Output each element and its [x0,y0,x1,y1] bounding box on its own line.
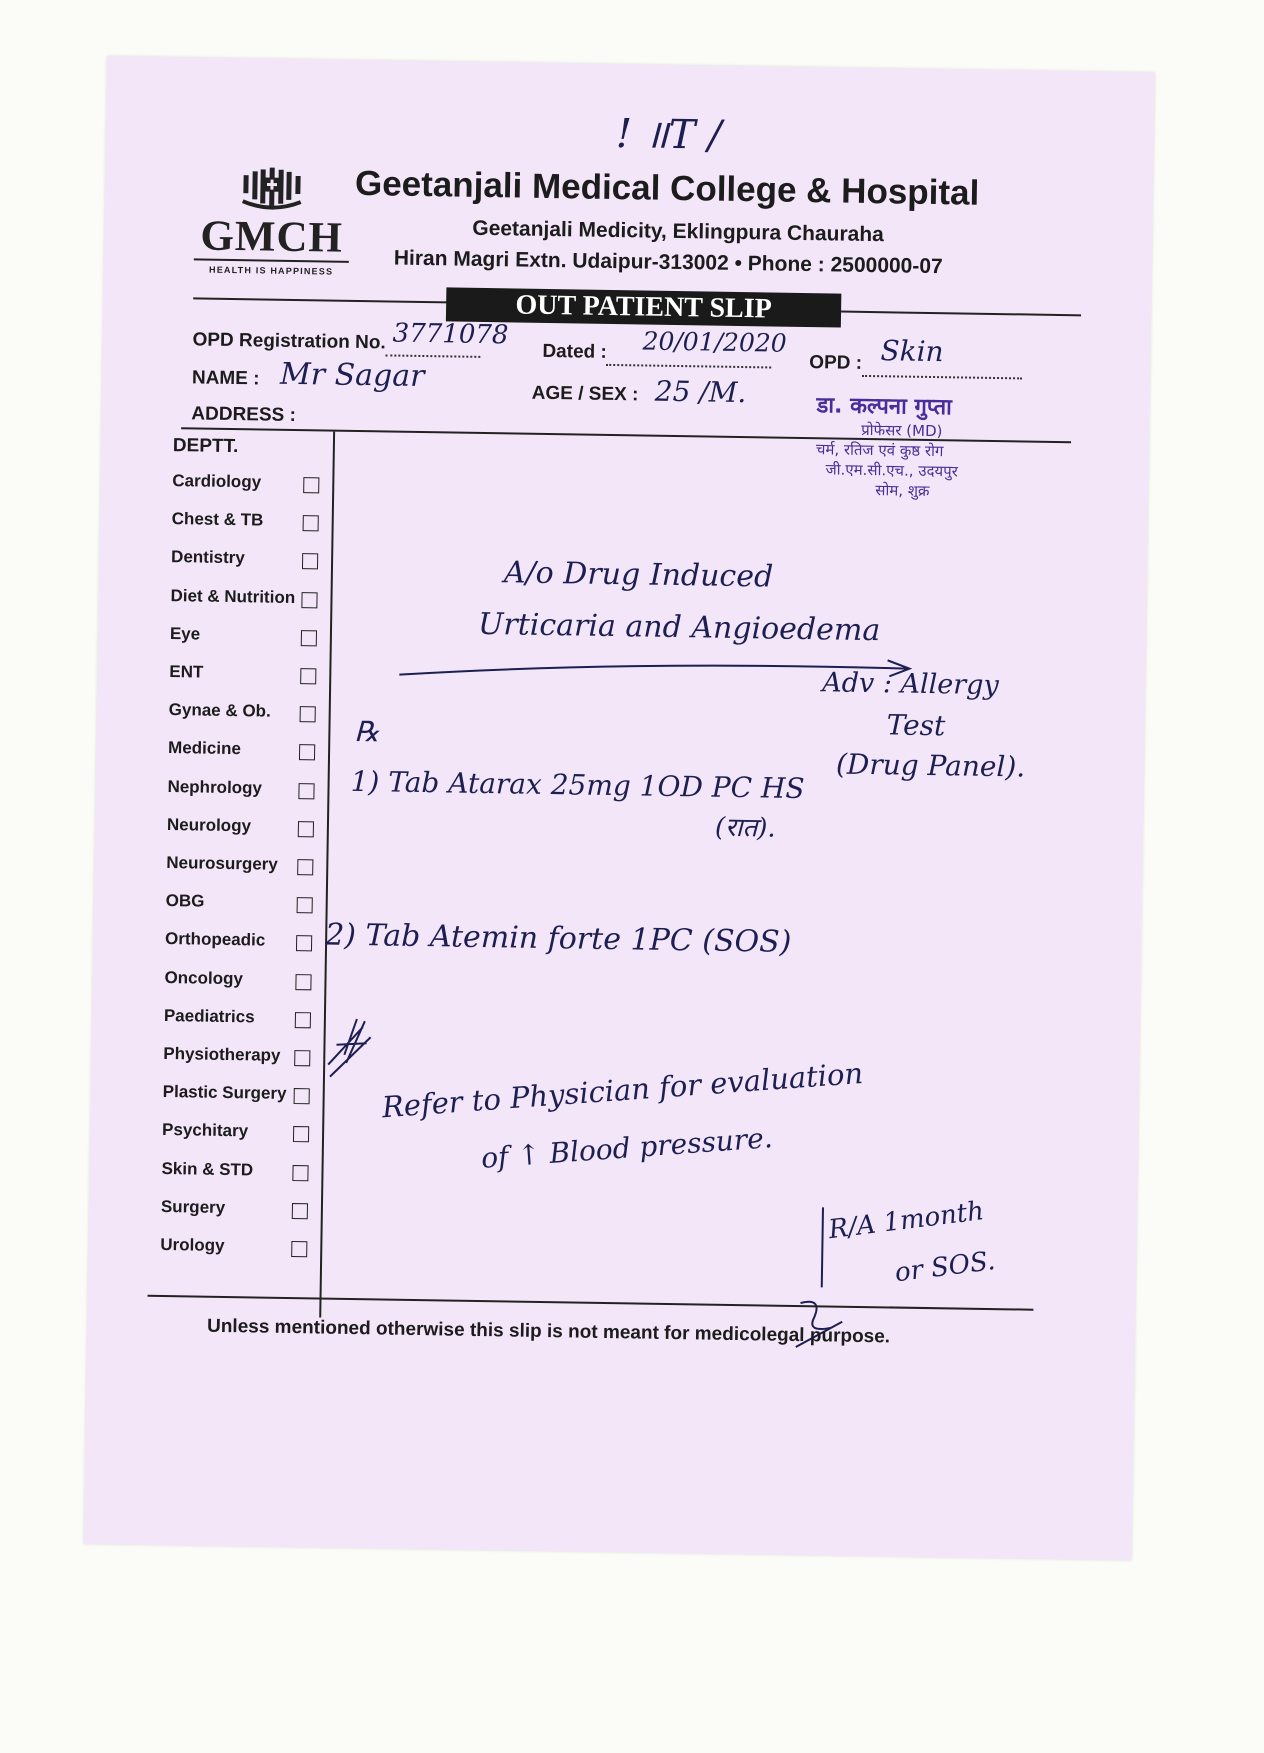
review-line-1: R/A 1month [826,1196,986,1246]
dept-item-label: Skin & STD [161,1158,254,1180]
dept-checkbox[interactable] [301,592,317,608]
dept-checkbox[interactable] [292,1203,308,1219]
dept-item [168,738,318,766]
opd-registration-label: OPD Registration No. [192,329,481,358]
dated-value: 20/01/2020 [642,326,787,358]
dept-item [172,471,322,499]
dept-checkbox[interactable] [299,744,315,760]
medication-1-note: (रात). [714,812,776,844]
review-line-2: or SOS. [893,1246,997,1289]
stamp-line-1: डा. कल्पना गुप्ता [816,393,953,421]
footer-rule [148,1295,1034,1311]
dept-checkbox[interactable] [295,1012,311,1028]
address-line-2: Hiran Magri Extn. Udaipur-313002 • Phone : 2500000-07 [393,246,943,279]
dept-item-label: Eye [169,623,201,644]
stamp-line-4: जी.एम.सी.एच., उदयपुर [825,460,959,481]
address-label: ADDRESS : [191,403,297,427]
scribble-mark [326,1015,377,1086]
dept-item-label: OBG [165,891,205,911]
opd-slip [84,56,1155,1560]
dept-heading: DEPTT. [172,435,239,458]
dept-item-label: ENT [169,662,204,682]
dept-item [164,968,314,996]
dept-checkbox[interactable] [303,515,319,531]
dept-item [162,1120,312,1148]
dept-item-label: Urology [160,1234,225,1255]
advice-line-1: Adv : Allergy [821,667,999,702]
dept-item [169,662,319,690]
dept-item-label: Paediatrics [163,1005,255,1027]
dept-item-label: Medicine [167,738,242,759]
dept-item-label: Psychitary [161,1120,249,1141]
dept-item [167,777,317,805]
dept-item-label: Nephrology [167,776,263,798]
slip-title: OUT PATIENT SLIP [446,287,841,327]
diagnosis-line-2: Urticaria and Angioedema [477,606,881,649]
dept-checkbox[interactable] [292,1165,308,1181]
age-sex-value: 25 /M. [654,374,747,410]
medication-2: 2) Tab Atemin forte 1PC (SOS) [324,917,792,960]
dept-item-label: Chest & TB [171,509,264,530]
dept-checkbox[interactable] [303,477,319,493]
top-scribble: ! ॥T / [615,111,722,159]
dated-label: Dated : [542,341,772,369]
footer-disclaimer: Unless mentioned otherwise this slip is not meant for medicolegal purpose. [206,1315,891,1348]
age-sex-label: AGE / SEX : [531,382,639,406]
rx-symbol: ℞ [354,714,380,749]
dept-checkbox[interactable] [294,1050,310,1066]
dept-item [170,624,320,652]
logo-tagline: HEALTH IS HAPPINESS [209,264,334,277]
doctor-stamp [815,389,1027,502]
dept-checkbox[interactable] [298,821,314,837]
dept-checkbox[interactable] [302,554,318,570]
dept-item [171,509,321,537]
dept-item-label: Neurosurgery [166,853,278,874]
dept-item [162,1082,312,1110]
dept-item [164,1006,314,1034]
header-rule-right [841,311,1081,317]
dept-checkbox[interactable] [298,783,314,799]
dept-item [168,700,318,728]
dept-item [161,1159,311,1187]
dept-item-label: Neurology [166,814,252,836]
header-rule-left [193,297,448,303]
dept-checkbox[interactable] [297,897,313,913]
logo-text: GMCH [194,214,350,262]
name-value: Mr Sagar [279,356,425,395]
opd-value: Skin [880,334,944,369]
name-label: NAME : [191,367,260,390]
dept-item-label: Diet & Nutrition [170,585,296,607]
stamp-line-3: चर्म, रतिज एवं कुष्ठ रोग [815,440,944,461]
dept-item [165,929,315,957]
dept-item-label: Plastic Surgery [162,1082,287,1104]
dept-checkbox[interactable] [294,1088,310,1104]
referral-line-1: Refer to Physician for evaluation [380,1055,865,1125]
dept-checkbox[interactable] [300,706,316,722]
dept-item-label: Physiotherapy [163,1044,281,1065]
opd-registration-value: 3771078 [392,318,509,351]
dept-checkbox[interactable] [301,630,317,646]
medication-1: 1) Tab Atarax 25mg 1OD PC HS [350,764,805,806]
dept-item-label: Surgery [160,1196,226,1217]
dept-item-label: Gynae & Ob. [168,700,271,721]
dept-item [171,547,321,575]
dept-item [160,1235,310,1263]
advice-line-3: (Drug Panel). [835,747,1026,784]
advice-line-2: Test [886,708,946,743]
dept-checkbox[interactable] [295,974,311,990]
hospital-logo [194,164,351,276]
diagnosis-line-1: A/o Drug Induced [503,555,774,595]
dept-item-label: Oncology [164,967,244,988]
dept-checkbox[interactable] [300,668,316,684]
dept-checkbox[interactable] [293,1126,309,1142]
dept-item [170,586,320,614]
opd-label: OPD : [809,352,1022,379]
stamp-line-5: सोम, शुक्र [875,481,930,500]
review-bracket [821,1207,824,1287]
dept-item [167,815,317,843]
dept-item-label: Cardiology [172,471,262,492]
dept-item [165,891,315,919]
dept-item [166,853,316,881]
dept-checkbox[interactable] [296,935,312,951]
stamp-line-2: प्रोफेसर (MD) [861,420,943,441]
dept-checkbox[interactable] [291,1241,307,1257]
dept-checkbox[interactable] [297,859,313,875]
dept-item [163,1044,313,1072]
hospital-emblem-icon [237,165,308,212]
dept-divider [319,432,335,1318]
address-line-1: Geetanjali Medicity, Eklingpura Chauraha [472,216,885,247]
dept-item [161,1197,311,1225]
dept-item-label: Dentistry [170,547,245,568]
referral-line-2: of ↑ Blood pressure. [479,1121,774,1175]
dept-item-label: Orthopeadic [164,929,266,950]
hospital-name: Geetanjali Medical College & Hospital [354,163,980,213]
